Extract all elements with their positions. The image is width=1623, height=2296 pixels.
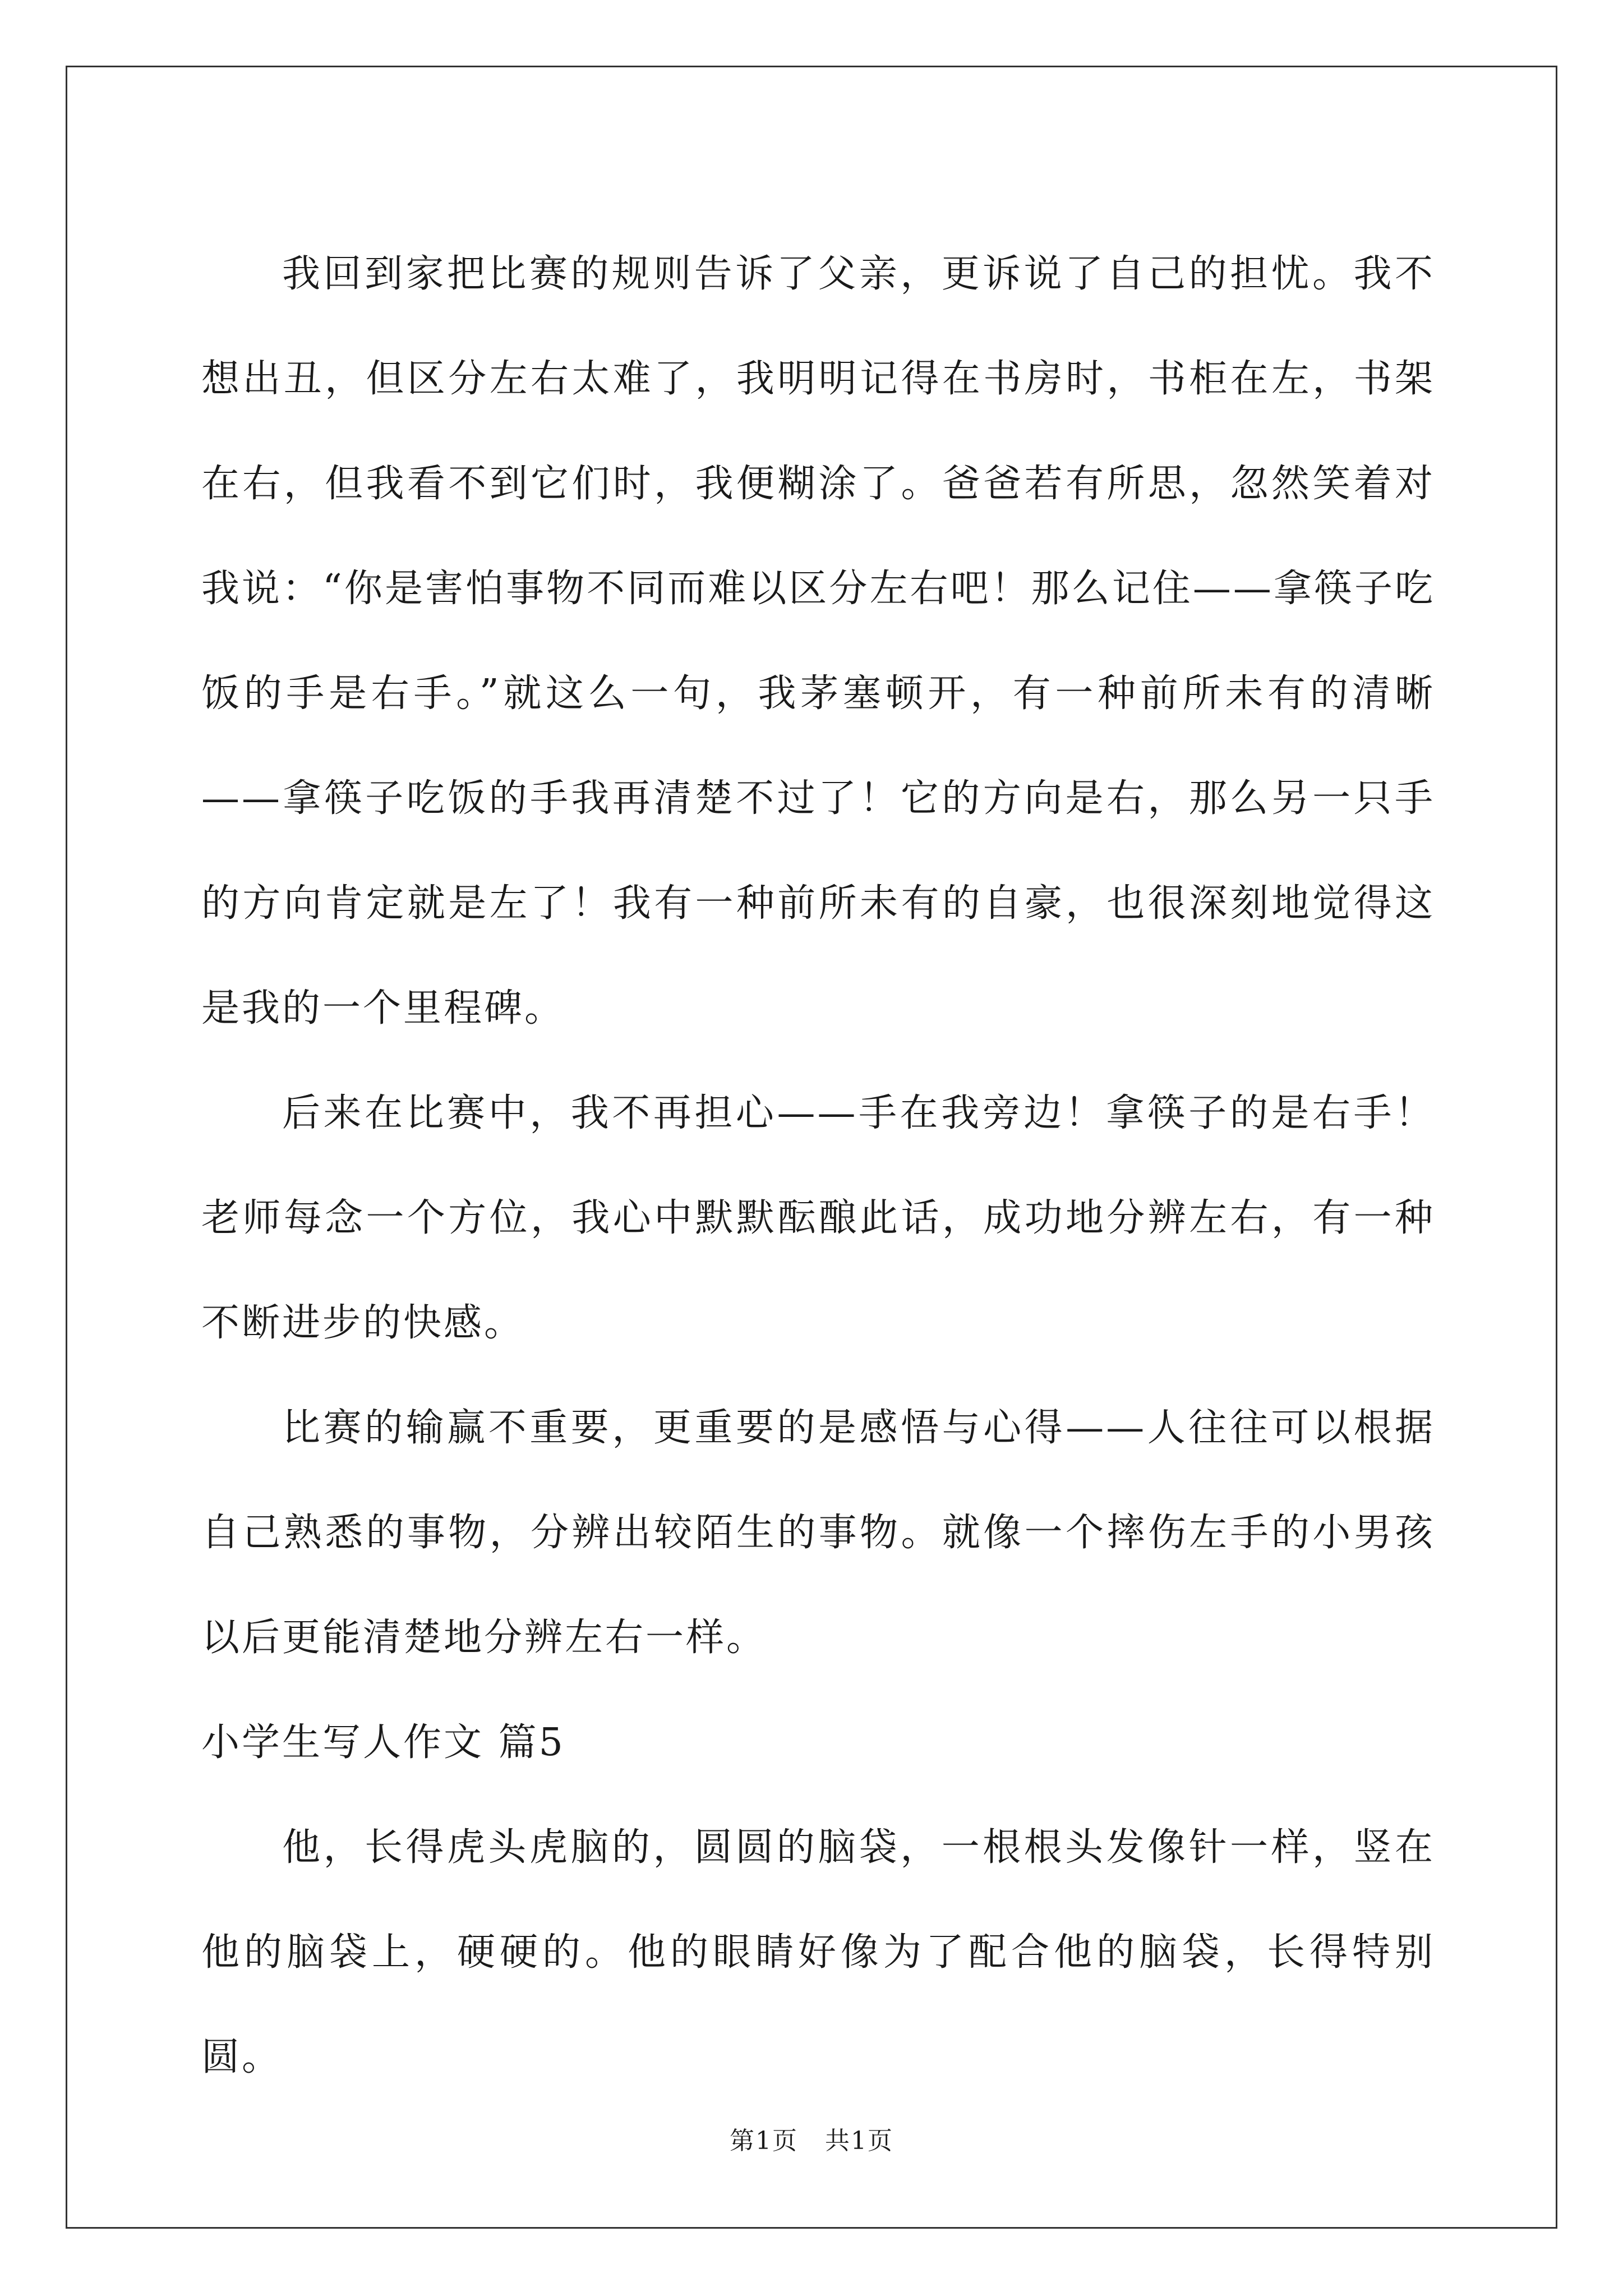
section-heading: 小学生写人作文 篇5	[201, 1720, 565, 1765]
section-paragraph: 他，长得虎头虎脑的，圆圆的脑袋，一根根头发像针一样，竖在他的脑袋上，硬硬的。他的眼睛好像为了配合他的脑袋，长得特别圆。	[201, 1825, 1435, 2079]
document-body	[201, 222, 1435, 2110]
page-footer: 第1页 共1页	[730, 2127, 893, 2155]
paragraph-1: 我回到家把比赛的规则告诉了父亲，更诉说了自己的担忧。我不想出丑，但区分左右太难了，我明明记得在书房时，书柜在左，书架在右，但我看不到它们时，我便糊涂了。爸爸若有所思，忽然笑着对我说：“你是害怕事物不同而难以区分左右吧！那么记住——拿筷子吃饭的手是右手。”就这么一句，我茅塞顿开，有一种前所未有的清晰——拿筷子吃饭的手我再清楚不过了！它的方向是右，那么另一只手的方向肯定就是左了！我有一种前所未有的自豪，也很深刻地觉得这是我的一个里程碑。	[201, 252, 1435, 1030]
paragraph-2: 后来在比赛中，我不再担心——手在我旁边！拿筷子的是右手！老师每念一个方位，我心中默默酝酿此话，成功地分辨左右，有一种不断进步的快感。	[201, 1091, 1435, 1345]
paragraph-3: 比赛的输赢不重要，更重要的是感悟与心得——人往往可以根据自己熟悉的事物，分辨出较陌生的事物。就像一个摔伤左手的小男孩以后更能清楚地分辨左右一样。	[201, 1406, 1435, 1660]
